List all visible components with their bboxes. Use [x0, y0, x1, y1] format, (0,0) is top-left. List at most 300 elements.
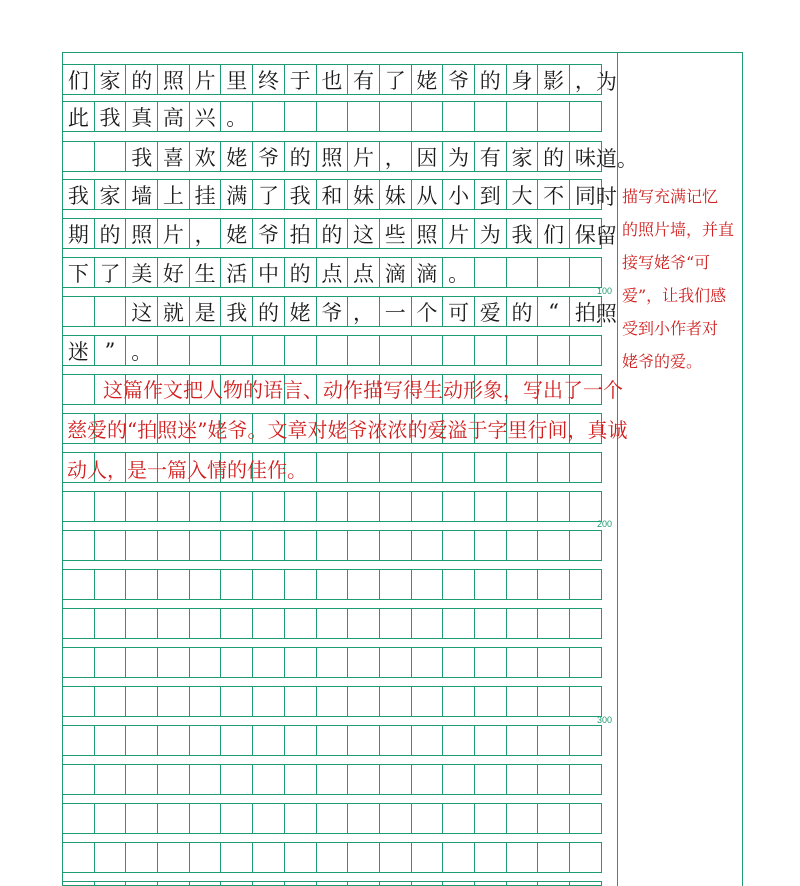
grid-cell: 的 [475, 64, 507, 95]
grid-cell [443, 803, 475, 834]
grid-row [63, 335, 617, 366]
grid-cell: 我 [221, 296, 253, 327]
grid-cell [285, 569, 317, 600]
grid-cell [538, 491, 570, 522]
grid-cell: 我 [95, 101, 127, 132]
grid-cell [348, 842, 380, 873]
grid-cell [253, 608, 285, 639]
grid-cell: 的 [538, 141, 570, 172]
grid-cell [570, 686, 602, 717]
grid-cell [570, 335, 602, 366]
grid-cell [507, 257, 539, 288]
grid-cell [221, 569, 253, 600]
grid-cell: 我 [507, 218, 539, 249]
grid-cell [443, 335, 475, 366]
grid-cell [380, 803, 412, 834]
grid-cell [475, 491, 507, 522]
grid-cell [507, 881, 539, 886]
grid-cell [285, 335, 317, 366]
grid-cell [507, 335, 539, 366]
grid-cell [538, 335, 570, 366]
grid-cell: 为 [443, 141, 475, 172]
grid-cell: 里 [221, 64, 253, 95]
grid-cell: 爷 [317, 296, 349, 327]
grid-cell [126, 530, 158, 561]
grid-row [63, 296, 617, 327]
grid-cell: 的 [285, 257, 317, 288]
grid-cell [253, 686, 285, 717]
grid-cell: 照 [317, 141, 349, 172]
grid-cell [285, 842, 317, 873]
grid-cell [317, 530, 349, 561]
grid-cell [380, 569, 412, 600]
grid-row [63, 257, 617, 288]
grid-cell [63, 530, 95, 561]
grid-cell [63, 881, 95, 886]
grid-cell [317, 803, 349, 834]
grid-cell: 中 [253, 257, 285, 288]
grid-cell [348, 881, 380, 886]
grid-cell: 。 [443, 257, 475, 288]
grid-cell: 满 [221, 179, 253, 210]
grid-cell: 高 [158, 101, 190, 132]
grid-cell [95, 608, 127, 639]
grid-cell [253, 530, 285, 561]
grid-cell [412, 335, 444, 366]
grid-cell [348, 491, 380, 522]
grid-cell [221, 842, 253, 873]
grid-cell: 姥 [412, 64, 444, 95]
grid-cell [507, 803, 539, 834]
grid-cell [570, 452, 602, 483]
grid-cell [443, 647, 475, 678]
grid-cell [412, 608, 444, 639]
grid-cell [253, 569, 285, 600]
grid-cell [507, 491, 539, 522]
grid-cell: 妹 [380, 179, 412, 210]
grid-cell [190, 569, 222, 600]
grid-cell [538, 764, 570, 795]
grid-cell [475, 257, 507, 288]
grid-cell [285, 608, 317, 639]
grid-cell [475, 647, 507, 678]
grid-cell: 们 [538, 218, 570, 249]
grid-cell [126, 647, 158, 678]
grid-cell [190, 491, 222, 522]
grid-cell: 迷 [63, 335, 95, 366]
grid-row [63, 141, 638, 172]
grid-cell [538, 725, 570, 756]
grid-row [63, 64, 617, 95]
grid-cell [570, 842, 602, 873]
grid-cell: 期 [63, 218, 95, 249]
grid-cell: 点 [348, 257, 380, 288]
grid-cell: 爷 [253, 141, 285, 172]
side-comment-line: 接写姥爷“可 [622, 253, 711, 272]
grid-row [63, 491, 617, 522]
grid-cell [412, 491, 444, 522]
grid-cell: ， [348, 296, 380, 327]
grid-cell [126, 608, 158, 639]
grid-cell: 此 [63, 101, 95, 132]
grid-cell [95, 803, 127, 834]
grid-cell [253, 881, 285, 886]
grid-cell: 这 [348, 218, 380, 249]
grid-cell [158, 491, 190, 522]
grid-cell [380, 101, 412, 132]
grid-cell [158, 881, 190, 886]
grid-cell [380, 530, 412, 561]
grid-row [63, 569, 617, 600]
grid-cell [348, 530, 380, 561]
grid-cell: 一 [380, 296, 412, 327]
grid-cell [475, 530, 507, 561]
grid-cell [63, 569, 95, 600]
grid-cell [63, 686, 95, 717]
grid-cell: 了 [95, 257, 127, 288]
grid-cell [443, 530, 475, 561]
side-comment-line: 描写充满记忆 [622, 187, 719, 206]
word-count-marker-200: 200 [597, 519, 613, 529]
summary-comment-line: 这篇作文把人物的语言、动作描写得生动形象，写出了一个 [103, 378, 623, 402]
grid-cell [63, 141, 95, 172]
grid-cell: 照 [158, 64, 190, 95]
grid-cell [158, 335, 190, 366]
grid-cell: 我 [63, 179, 95, 210]
grid-cell: 墙 [126, 179, 158, 210]
grid-cell: 就 [158, 296, 190, 327]
grid-cell [221, 686, 253, 717]
grid-cell [507, 764, 539, 795]
word-count-marker-300: 300 [597, 715, 613, 725]
grid-cell [126, 686, 158, 717]
grid-cell [475, 101, 507, 132]
grid-cell [317, 842, 349, 873]
grid-cell: 照 [126, 218, 158, 249]
grid-cell: 是 [190, 296, 222, 327]
overflow-char: 道。 [595, 147, 638, 171]
grid-cell [253, 803, 285, 834]
overflow-char: 为 [595, 70, 617, 94]
grid-row [63, 686, 617, 717]
grid-cell [412, 803, 444, 834]
grid-cell [538, 686, 570, 717]
grid-cell [412, 725, 444, 756]
grid-cell [380, 686, 412, 717]
grid-cell: 和 [317, 179, 349, 210]
grid-cell: 到 [475, 179, 507, 210]
grid-cell [317, 569, 349, 600]
grid-cell: 大 [507, 179, 539, 210]
grid-row [63, 881, 617, 886]
grid-cell [63, 491, 95, 522]
grid-cell [63, 296, 95, 327]
grid-cell [190, 881, 222, 886]
grid-cell [285, 686, 317, 717]
grid-cell: 喜 [158, 141, 190, 172]
grid-cell [380, 881, 412, 886]
grid-cell [253, 725, 285, 756]
grid-cell [190, 725, 222, 756]
grid-row [63, 101, 617, 132]
grid-row [63, 803, 617, 834]
grid-cell: 家 [95, 64, 127, 95]
grid-cell [190, 608, 222, 639]
grid-cell [348, 569, 380, 600]
grid-cell [126, 725, 158, 756]
grid-cell: 的 [126, 64, 158, 95]
grid-cell: 上 [158, 179, 190, 210]
grid-cell [126, 881, 158, 886]
grid-cell [412, 569, 444, 600]
grid-cell [285, 725, 317, 756]
grid-cell [538, 647, 570, 678]
grid-cell: ， [380, 141, 412, 172]
grid-cell [158, 842, 190, 873]
grid-cell: 真 [126, 101, 158, 132]
grid-cell: 点 [317, 257, 349, 288]
summary-comment-line: 动人，是一篇入情的佳作。 [67, 458, 307, 482]
grid-cell [507, 725, 539, 756]
grid-cell: 有 [475, 141, 507, 172]
grid-cell [317, 686, 349, 717]
grid-cell [570, 881, 602, 886]
grid-cell [412, 881, 444, 886]
grid-cell [285, 803, 317, 834]
grid-cell [443, 842, 475, 873]
grid-cell: 味 [570, 141, 602, 172]
grid-cell: 活 [221, 257, 253, 288]
grid-cell [126, 764, 158, 795]
grid-cell [443, 881, 475, 886]
grid-cell [380, 335, 412, 366]
grid-cell: 身 [507, 64, 539, 95]
margin-divider [617, 52, 618, 886]
grid-cell [190, 335, 222, 366]
grid-cell: 兴 [190, 101, 222, 132]
grid-cell [221, 530, 253, 561]
grid-cell [475, 569, 507, 600]
grid-cell: 片 [443, 218, 475, 249]
grid-cell: 个 [412, 296, 444, 327]
overflow-char: 时 [595, 185, 617, 209]
grid-cell [126, 491, 158, 522]
grid-cell [412, 101, 444, 132]
grid-cell [317, 881, 349, 886]
grid-cell: 小 [443, 179, 475, 210]
grid-cell: ， [570, 64, 602, 95]
grid-cell: ， [190, 218, 222, 249]
grid-cell [253, 764, 285, 795]
grid-cell: 们 [63, 64, 95, 95]
grid-cell [95, 764, 127, 795]
grid-cell [538, 608, 570, 639]
side-comment-line: 受到小作者对 [622, 319, 719, 338]
grid-cell [253, 101, 285, 132]
grid-cell [475, 803, 507, 834]
grid-cell [63, 608, 95, 639]
grid-cell [538, 257, 570, 288]
grid-cell [380, 452, 412, 483]
grid-cell [348, 452, 380, 483]
grid-row [63, 764, 617, 795]
grid-cell [285, 530, 317, 561]
grid-cell: 下 [63, 257, 95, 288]
grid-cell [475, 608, 507, 639]
grid-cell [570, 608, 602, 639]
grid-cell: 我 [285, 179, 317, 210]
grid-cell [348, 725, 380, 756]
side-comment-line: 爱”，让我们感 [622, 286, 727, 305]
grid-cell [348, 647, 380, 678]
grid-cell [317, 101, 349, 132]
grid-cell [221, 764, 253, 795]
grid-cell [317, 608, 349, 639]
grid-cell [570, 764, 602, 795]
grid-cell: 爱 [475, 296, 507, 327]
grid-cell: 姥 [221, 141, 253, 172]
grid-cell: 有 [348, 64, 380, 95]
grid-cell [570, 569, 602, 600]
grid-cell [475, 686, 507, 717]
overflow-char: 照 [595, 302, 617, 326]
grid-cell [253, 335, 285, 366]
grid-cell: 姥 [221, 218, 253, 249]
grid-cell [443, 452, 475, 483]
grid-cell: 。 [126, 335, 158, 366]
grid-cell: 美 [126, 257, 158, 288]
grid-cell [95, 296, 127, 327]
grid-cell [317, 764, 349, 795]
grid-cell [348, 686, 380, 717]
grid-cell [158, 530, 190, 561]
grid-cell [190, 686, 222, 717]
grid-cell: 同 [570, 179, 602, 210]
grid-cell [221, 491, 253, 522]
grid-cell [507, 686, 539, 717]
grid-cell [158, 686, 190, 717]
grid-cell: 影 [538, 64, 570, 95]
grid-cell [285, 764, 317, 795]
grid-cell: 了 [380, 64, 412, 95]
grid-cell [221, 647, 253, 678]
grid-cell: 妹 [348, 179, 380, 210]
grid-cell [507, 647, 539, 678]
grid-cell [507, 101, 539, 132]
grid-cell [63, 764, 95, 795]
grid-cell [570, 803, 602, 834]
grid-cell: 拍 [570, 296, 602, 327]
grid-cell [443, 569, 475, 600]
grid-cell [538, 881, 570, 886]
grid-cell [380, 725, 412, 756]
grid-cell [95, 569, 127, 600]
grid-cell [221, 803, 253, 834]
grid-cell [158, 803, 190, 834]
grid-cell [443, 608, 475, 639]
grid-cell: 挂 [190, 179, 222, 210]
grid-cell [95, 491, 127, 522]
grid-cell [348, 335, 380, 366]
grid-cell [507, 569, 539, 600]
grid-cell [380, 647, 412, 678]
grid-cell [63, 725, 95, 756]
grid-cell: 的 [95, 218, 127, 249]
side-comment-line: 的照片墙，并直 [622, 220, 735, 239]
grid-row [63, 608, 617, 639]
grid-cell [570, 647, 602, 678]
grid-cell: 的 [507, 296, 539, 327]
grid-row [63, 647, 617, 678]
grid-cell [221, 725, 253, 756]
grid-cell [507, 842, 539, 873]
grid-cell: 爷 [253, 218, 285, 249]
grid-cell [475, 881, 507, 886]
grid-cell: ” [95, 335, 127, 366]
grid-cell [190, 647, 222, 678]
grid-cell [317, 725, 349, 756]
grid-cell [190, 803, 222, 834]
grid-cell [570, 530, 602, 561]
grid-cell [538, 530, 570, 561]
grid-cell: 可 [443, 296, 475, 327]
grid-cell: 从 [412, 179, 444, 210]
grid-row [63, 842, 617, 873]
grid-cell: 片 [348, 141, 380, 172]
grid-cell [570, 257, 602, 288]
grid-cell: “ [538, 296, 570, 327]
word-count-marker-100: 100 [597, 286, 613, 296]
grid-cell [538, 569, 570, 600]
grid-cell [253, 842, 285, 873]
grid-row [63, 530, 617, 561]
grid-cell [475, 335, 507, 366]
grid-cell [412, 530, 444, 561]
grid-cell [538, 452, 570, 483]
grid-cell [475, 452, 507, 483]
grid-cell [380, 608, 412, 639]
grid-cell [507, 530, 539, 561]
grid-cell [348, 803, 380, 834]
grid-cell: 的 [253, 296, 285, 327]
grid-cell [412, 686, 444, 717]
grid-cell [507, 608, 539, 639]
grid-cell [412, 452, 444, 483]
grid-cell [158, 569, 190, 600]
grid-cell [158, 764, 190, 795]
grid-cell [285, 881, 317, 886]
grid-cell: 滴 [412, 257, 444, 288]
grid-cell: 。 [221, 101, 253, 132]
grid-cell [190, 530, 222, 561]
grid-cell [63, 803, 95, 834]
grid-cell: 片 [158, 218, 190, 249]
grid-cell [443, 101, 475, 132]
grid-cell [475, 842, 507, 873]
grid-cell [538, 803, 570, 834]
grid-cell: 不 [538, 179, 570, 210]
grid-cell [63, 842, 95, 873]
grid-cell [126, 803, 158, 834]
grid-cell: 我 [126, 141, 158, 172]
grid-cell [285, 491, 317, 522]
grid-cell [380, 842, 412, 873]
grid-cell: 照 [412, 218, 444, 249]
grid-cell [63, 647, 95, 678]
grid-cell: 了 [253, 179, 285, 210]
grid-cell [317, 491, 349, 522]
grid-cell [475, 764, 507, 795]
